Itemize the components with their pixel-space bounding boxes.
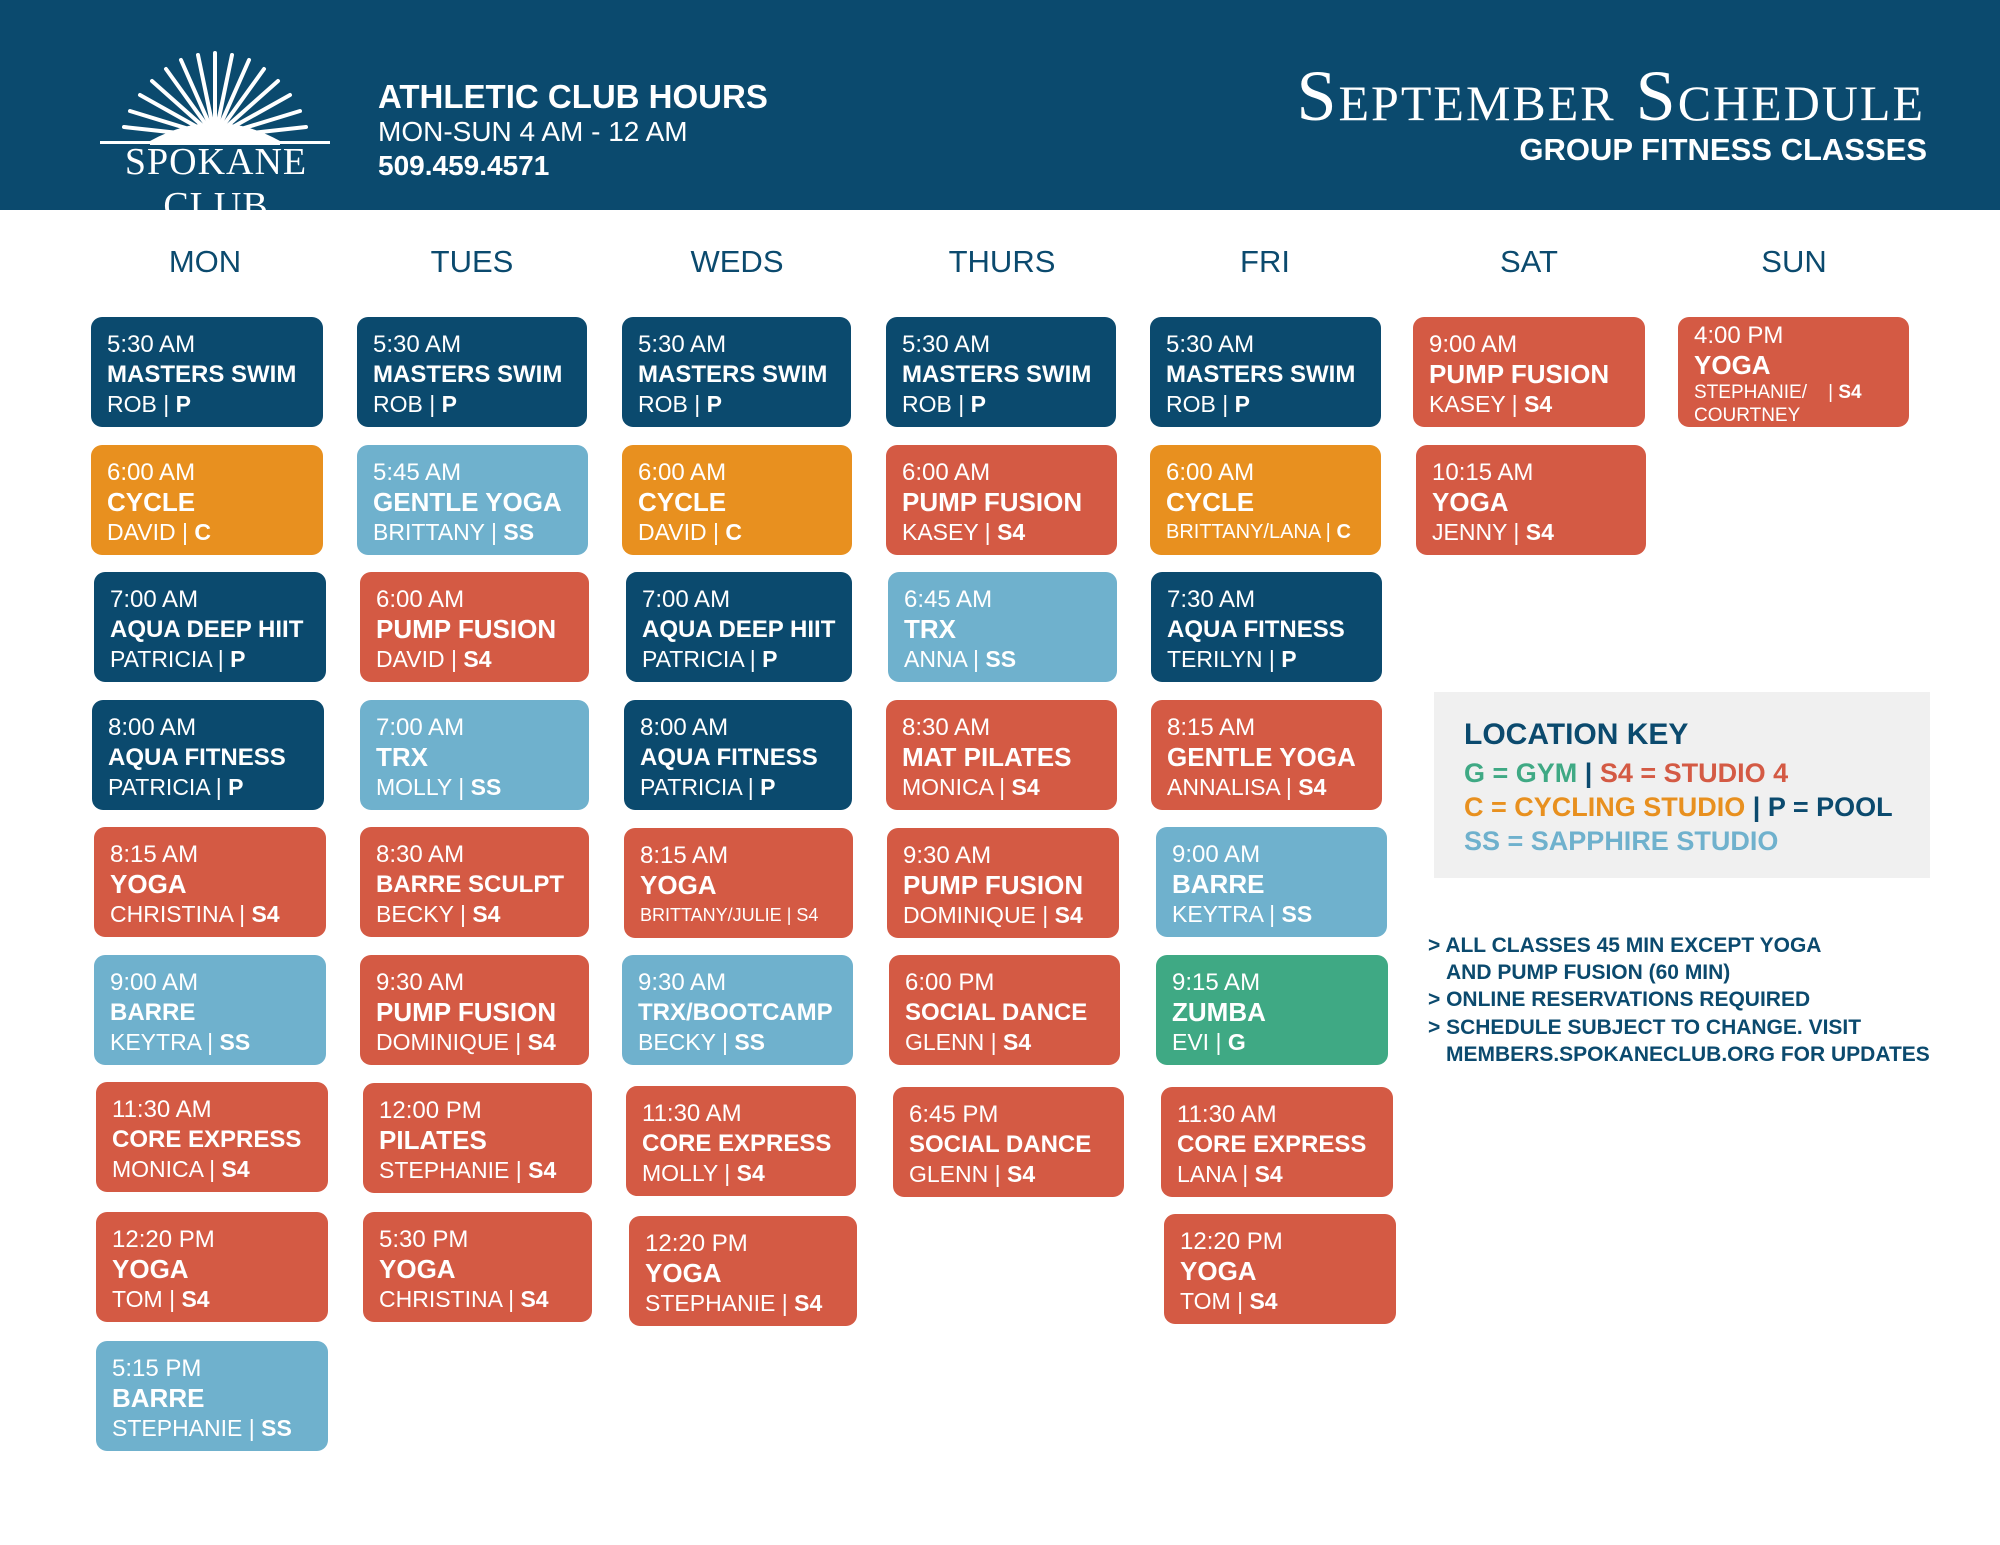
class-info: ROB | P bbox=[638, 391, 722, 417]
class-name: MASTERS SWIM bbox=[107, 361, 297, 388]
class-time: 7:00 AM bbox=[642, 586, 731, 613]
phone-number[interactable]: 509.459.4571 bbox=[378, 150, 550, 181]
class-time: 8:30 AM bbox=[376, 841, 465, 868]
class-name: MASTERS SWIM bbox=[373, 361, 563, 388]
location-code: SS bbox=[503, 519, 535, 545]
class-info: ANNA | SS bbox=[904, 646, 1017, 672]
class-info: DAVID | S4 bbox=[376, 646, 492, 672]
class-info: PATRICIA | P bbox=[640, 774, 776, 800]
class-card[interactable] bbox=[96, 1082, 328, 1192]
class-name: MAT PILATES bbox=[902, 742, 1072, 772]
class-info: KASEY | S4 bbox=[1429, 391, 1553, 417]
class-time: 10:15 AM bbox=[1432, 459, 1534, 486]
class-name: PUMP FUSION bbox=[376, 614, 557, 644]
instructor: DAVID bbox=[638, 519, 707, 545]
day-header-weds: WEDS bbox=[690, 244, 784, 279]
instructor: CHRISTINA bbox=[110, 901, 233, 927]
location-code: G bbox=[1227, 1029, 1246, 1055]
class-name: PUMP FUSION bbox=[376, 997, 557, 1027]
logo-text: SPOKANE CLUB bbox=[124, 141, 308, 227]
class-card[interactable] bbox=[624, 828, 853, 938]
class-name: YOGA bbox=[1694, 350, 1771, 380]
instructor: MOLLY bbox=[642, 1160, 718, 1186]
class-card[interactable] bbox=[1150, 445, 1381, 555]
instructor: KASEY bbox=[1429, 391, 1506, 417]
instructor: ROB bbox=[1166, 391, 1216, 417]
class-info: LANA | S4 bbox=[1177, 1161, 1283, 1187]
location-code: S4 bbox=[463, 646, 492, 672]
class-time: 12:20 PM bbox=[112, 1226, 215, 1253]
class-time: 9:15 AM bbox=[1172, 969, 1261, 996]
instructor: KEYTRA bbox=[1172, 901, 1263, 927]
class-name: YOGA bbox=[112, 1254, 189, 1284]
instructor: BRITTANY/LANA bbox=[1166, 521, 1321, 543]
location-code: S4 bbox=[794, 1290, 823, 1316]
class-time: 6:00 PM bbox=[905, 969, 995, 996]
class-info: GLENN | S4 bbox=[905, 1029, 1032, 1055]
class-time: 9:30 AM bbox=[903, 842, 992, 869]
instructor: GLENN bbox=[905, 1029, 985, 1055]
class-card[interactable] bbox=[1151, 700, 1382, 810]
instructor: MOLLY bbox=[376, 774, 452, 800]
class-card[interactable] bbox=[1156, 827, 1387, 937]
instructor: DAVID bbox=[107, 519, 176, 545]
class-card[interactable] bbox=[91, 317, 323, 427]
class-time: 12:00 PM bbox=[379, 1097, 482, 1124]
class-card[interactable] bbox=[1164, 1214, 1396, 1324]
class-name: TRX/BOOTCAMP bbox=[638, 999, 833, 1026]
day-header-sun: SUN bbox=[1761, 244, 1827, 279]
class-name: PILATES bbox=[379, 1125, 487, 1155]
class-time: 6:45 PM bbox=[909, 1101, 999, 1128]
instructor: KEYTRA bbox=[110, 1029, 201, 1055]
class-info: JENNY | S4 bbox=[1432, 519, 1554, 545]
class-card[interactable] bbox=[622, 955, 853, 1065]
class-info: DAVID | C bbox=[107, 519, 211, 545]
class-info: BRITTANY/LANA | C bbox=[1166, 521, 1351, 543]
class-info: MONICA | S4 bbox=[112, 1156, 250, 1182]
location-code: P bbox=[762, 646, 778, 672]
instructor: DAVID bbox=[376, 646, 445, 672]
class-info: ROB | P bbox=[902, 391, 986, 417]
instructor: ROB bbox=[373, 391, 423, 417]
class-card[interactable] bbox=[363, 1083, 592, 1193]
class-card[interactable] bbox=[624, 700, 852, 810]
class-time: 9:00 AM bbox=[110, 969, 199, 996]
instructor: BECKY bbox=[638, 1029, 716, 1055]
class-card[interactable] bbox=[629, 1216, 857, 1326]
location-code: P bbox=[1281, 646, 1297, 672]
location-code: SS bbox=[1281, 901, 1313, 927]
class-card[interactable] bbox=[893, 1087, 1124, 1197]
location-code: S4 bbox=[736, 1160, 765, 1186]
instructor: ROB bbox=[638, 391, 688, 417]
instructor: STEPHANIE bbox=[112, 1415, 243, 1441]
class-time: 7:00 AM bbox=[110, 586, 199, 613]
class-card[interactable] bbox=[626, 1086, 856, 1196]
class-time: 6:00 AM bbox=[902, 459, 991, 486]
class-card[interactable] bbox=[1156, 955, 1388, 1065]
class-name: CORE EXPRESS bbox=[112, 1126, 302, 1153]
instructor: ANNALISA bbox=[1167, 774, 1280, 800]
instructor: KASEY bbox=[902, 519, 979, 545]
class-name: BARRE bbox=[112, 1383, 205, 1413]
location-code: S4 bbox=[1249, 1288, 1278, 1314]
class-card[interactable] bbox=[1416, 445, 1646, 555]
class-info: TOM | S4 bbox=[112, 1286, 210, 1312]
location-code: P bbox=[706, 391, 722, 417]
class-name: PUMP FUSION bbox=[903, 870, 1084, 900]
class-time: 6:00 AM bbox=[1166, 459, 1255, 486]
class-info: EVI | G bbox=[1172, 1029, 1246, 1055]
class-info: ANNALISA | S4 bbox=[1167, 774, 1327, 800]
class-time: 6:45 AM bbox=[904, 586, 993, 613]
class-info: BRITTANY/JULIE | S4 bbox=[640, 905, 819, 925]
class-time: 7:00 AM bbox=[376, 714, 465, 741]
note-line: > ONLINE RESERVATIONS REQUIRED bbox=[1428, 988, 1811, 1011]
class-card[interactable] bbox=[357, 317, 587, 427]
class-info: GLENN | S4 bbox=[909, 1161, 1036, 1187]
class-name: CYCLE bbox=[107, 487, 196, 517]
class-card[interactable] bbox=[94, 572, 326, 682]
instructor: MONICA bbox=[112, 1156, 203, 1182]
class-info: CHRISTINA | S4 bbox=[110, 901, 280, 927]
class-time: 6:00 AM bbox=[376, 586, 465, 613]
instructor: STEPHANIE bbox=[645, 1290, 776, 1316]
class-card[interactable] bbox=[886, 445, 1117, 555]
class-time: 5:30 AM bbox=[902, 331, 991, 358]
class-time: 8:15 AM bbox=[1167, 714, 1256, 741]
note-line: AND PUMP FUSION (60 MIN) bbox=[1446, 961, 1731, 984]
class-card[interactable] bbox=[360, 827, 589, 937]
class-time: 9:30 AM bbox=[638, 969, 727, 996]
class-name: AQUA DEEP HIIT bbox=[642, 616, 836, 643]
class-time: 6:00 AM bbox=[107, 459, 196, 486]
class-time: 7:30 AM bbox=[1167, 586, 1256, 613]
location-code: SS bbox=[261, 1415, 292, 1441]
day-header-sat: SAT bbox=[1500, 244, 1558, 279]
key-separator: | bbox=[1745, 792, 1768, 822]
key-line-1 bbox=[1464, 758, 1788, 789]
class-name: MASTERS SWIM bbox=[902, 361, 1092, 388]
class-card[interactable] bbox=[1413, 317, 1645, 427]
page-subtitle: GROUP FITNESS CLASSES bbox=[1519, 132, 1927, 167]
class-info: BECKY | SS bbox=[638, 1029, 766, 1055]
class-name: YOGA bbox=[379, 1254, 456, 1284]
class-info: STEPHANIE | S4 bbox=[645, 1290, 823, 1316]
class-name: GENTLE YOGA bbox=[1167, 742, 1356, 772]
location-code: S4 bbox=[796, 905, 819, 925]
instructor: BRITTANY/JULIE bbox=[640, 905, 782, 925]
class-name: SOCIAL DANCE bbox=[909, 1131, 1092, 1158]
location-code: P bbox=[441, 391, 457, 417]
class-info: PATRICIA | P bbox=[108, 774, 244, 800]
class-name: AQUA FITNESS bbox=[1167, 616, 1345, 643]
location-code: S4 bbox=[1003, 1029, 1032, 1055]
class-card[interactable] bbox=[96, 1341, 328, 1451]
class-name: PUMP FUSION bbox=[1429, 359, 1610, 389]
class-info: TOM | S4 bbox=[1180, 1288, 1278, 1314]
day-header-mon: MON bbox=[168, 244, 242, 279]
class-info: BRITTANY | SS bbox=[373, 519, 535, 545]
class-info: DOMINIQUE | S4 bbox=[376, 1029, 556, 1055]
class-name: YOGA bbox=[645, 1258, 722, 1288]
class-card[interactable] bbox=[94, 827, 326, 937]
instructor: BRITTANY bbox=[373, 519, 485, 545]
class-card[interactable] bbox=[92, 700, 324, 810]
instructor: LANA bbox=[1177, 1161, 1236, 1187]
location-code: S4 bbox=[1838, 382, 1862, 403]
instructor: DOMINIQUE bbox=[903, 902, 1036, 928]
instructor: TOM bbox=[1180, 1288, 1231, 1314]
class-card[interactable] bbox=[1151, 572, 1382, 682]
key-studio4: S4 = STUDIO 4 bbox=[1599, 758, 1789, 788]
key-cycling: C = CYCLING STUDIO bbox=[1464, 792, 1746, 822]
key-pool: P = POOL bbox=[1767, 792, 1893, 822]
class-time: 5:30 AM bbox=[1166, 331, 1255, 358]
class-card[interactable] bbox=[622, 317, 851, 427]
class-card[interactable] bbox=[360, 572, 589, 682]
location-code: S4 bbox=[527, 1029, 556, 1055]
header-banner bbox=[0, 0, 2000, 227]
class-time: 8:00 AM bbox=[108, 714, 197, 741]
class-card[interactable] bbox=[626, 572, 852, 682]
key-separator: | bbox=[1577, 758, 1600, 788]
class-name: ZUMBA bbox=[1172, 997, 1266, 1027]
class-name: BARRE bbox=[1172, 869, 1265, 899]
class-info: DOMINIQUE | S4 bbox=[903, 902, 1083, 928]
class-card[interactable] bbox=[360, 700, 589, 810]
location-code: P bbox=[175, 391, 191, 417]
location-code: S4 bbox=[1011, 774, 1040, 800]
instructor: BECKY bbox=[376, 901, 454, 927]
location-code: S4 bbox=[1298, 774, 1327, 800]
location-code: SS bbox=[734, 1029, 766, 1055]
class-name: CYCLE bbox=[1166, 487, 1255, 517]
class-info: TERILYN | P bbox=[1167, 646, 1297, 672]
class-card[interactable] bbox=[1150, 317, 1381, 427]
class-card[interactable] bbox=[363, 1212, 592, 1322]
location-code: S4 bbox=[520, 1286, 549, 1312]
location-code: SS bbox=[985, 646, 1017, 672]
location-code: S4 bbox=[1007, 1161, 1036, 1187]
instructor: STEPHANIE bbox=[379, 1157, 510, 1183]
class-time: 11:30 AM bbox=[642, 1100, 742, 1127]
class-info: STEPHANIE | S4 bbox=[379, 1157, 557, 1183]
location-key-title: LOCATION KEY bbox=[1464, 718, 1689, 751]
location-code: C bbox=[194, 519, 211, 545]
class-time: 5:30 AM bbox=[107, 331, 196, 358]
location-code: S4 bbox=[221, 1156, 250, 1182]
class-time: 11:30 AM bbox=[112, 1096, 212, 1123]
location-code: S4 bbox=[181, 1286, 210, 1312]
location-code: P bbox=[760, 774, 776, 800]
location-code: S4 bbox=[472, 901, 501, 927]
class-name: GENTLE YOGA bbox=[373, 487, 562, 517]
class-time: 12:20 PM bbox=[1180, 1228, 1283, 1255]
class-name: CORE EXPRESS bbox=[1177, 1131, 1367, 1158]
class-card[interactable] bbox=[889, 955, 1120, 1065]
day-header-tues: TUES bbox=[430, 244, 514, 279]
key-sapphire: SS = SAPPHIRE STUDIO bbox=[1464, 826, 1779, 856]
class-info: PATRICIA | P bbox=[110, 646, 246, 672]
class-name: AQUA FITNESS bbox=[640, 744, 818, 771]
class-name: YOGA bbox=[1432, 487, 1509, 517]
class-card[interactable] bbox=[91, 445, 323, 555]
class-name: PUMP FUSION bbox=[902, 487, 1083, 517]
location-code: S4 bbox=[528, 1157, 557, 1183]
note-line: > ALL CLASSES 45 MIN EXCEPT YOGA bbox=[1428, 934, 1822, 957]
instructor: ROB bbox=[107, 391, 157, 417]
class-info: PATRICIA | P bbox=[642, 646, 778, 672]
location-code: S4 bbox=[1254, 1161, 1283, 1187]
class-card[interactable] bbox=[1161, 1087, 1393, 1197]
instructor: TERILYN bbox=[1167, 646, 1263, 672]
class-name: TRX bbox=[904, 614, 956, 644]
hours-line: MON-SUN 4 AM - 12 AM bbox=[378, 116, 688, 147]
class-time: 4:00 PM bbox=[1694, 322, 1784, 349]
class-name: AQUA DEEP HIIT bbox=[110, 616, 304, 643]
class-info: DAVID | C bbox=[638, 519, 742, 545]
location-code: S4 bbox=[1524, 391, 1553, 417]
class-time: 8:15 AM bbox=[110, 841, 199, 868]
class-info: MONICA | S4 bbox=[902, 774, 1040, 800]
class-time: 9:00 AM bbox=[1172, 841, 1261, 868]
class-card[interactable] bbox=[94, 955, 326, 1065]
class-time: 5:30 PM bbox=[379, 1226, 469, 1253]
location-code: S4 bbox=[1054, 902, 1083, 928]
instructor: EVI bbox=[1172, 1029, 1210, 1055]
class-name: MASTERS SWIM bbox=[638, 361, 828, 388]
location-key bbox=[1434, 692, 1930, 878]
class-name: BARRE bbox=[110, 999, 196, 1026]
class-card[interactable] bbox=[886, 317, 1116, 427]
class-info: KASEY | S4 bbox=[902, 519, 1026, 545]
class-info: CHRISTINA | S4 bbox=[379, 1286, 549, 1312]
hours-title: ATHLETIC CLUB HOURS bbox=[378, 78, 768, 115]
class-card[interactable] bbox=[622, 445, 852, 555]
class-info: ROB | P bbox=[373, 391, 457, 417]
instructor: MONICA bbox=[902, 774, 993, 800]
class-name: TRX bbox=[376, 742, 428, 772]
key-line-2 bbox=[1464, 792, 1893, 823]
class-name: YOGA bbox=[1180, 1256, 1257, 1286]
class-info: KEYTRA | SS bbox=[110, 1029, 251, 1055]
location-code: S4 bbox=[251, 901, 280, 927]
instructor: STEPHANIE/ bbox=[1694, 382, 1807, 403]
class-card[interactable] bbox=[887, 828, 1119, 938]
day-header-fri: FRI bbox=[1240, 244, 1290, 279]
location-code: P bbox=[228, 774, 244, 800]
class-time: 11:30 AM bbox=[1177, 1101, 1277, 1128]
instructor: PATRICIA bbox=[110, 646, 212, 672]
instructor-second-line: COURTNEY bbox=[1694, 405, 1801, 426]
instructor: PATRICIA bbox=[640, 774, 742, 800]
location-code: SS bbox=[470, 774, 502, 800]
location-code: S4 bbox=[997, 519, 1026, 545]
location-code: C bbox=[1336, 521, 1351, 543]
class-time: 5:30 AM bbox=[373, 331, 462, 358]
class-card[interactable] bbox=[360, 955, 589, 1065]
class-info: STEPHANIE | SS bbox=[112, 1415, 292, 1441]
class-info: KEYTRA | SS bbox=[1172, 901, 1313, 927]
class-info: BECKY | S4 bbox=[376, 901, 501, 927]
instructor: GLENN bbox=[909, 1161, 989, 1187]
location-code: P bbox=[1234, 391, 1250, 417]
note-line: > SCHEDULE SUBJECT TO CHANGE. VISIT bbox=[1428, 1016, 1862, 1039]
class-name: SOCIAL DANCE bbox=[905, 999, 1088, 1026]
class-name: CYCLE bbox=[638, 487, 727, 517]
class-time: 8:30 AM bbox=[902, 714, 991, 741]
class-card[interactable] bbox=[888, 572, 1117, 682]
instructor: DOMINIQUE bbox=[376, 1029, 509, 1055]
class-time: 12:20 PM bbox=[645, 1230, 748, 1257]
location-code: P bbox=[230, 646, 246, 672]
class-time: 8:15 AM bbox=[640, 842, 729, 869]
note-line: MEMBERS.SPOKANECLUB.ORG FOR UPDATES bbox=[1446, 1043, 1930, 1066]
instructor: ROB bbox=[902, 391, 952, 417]
class-info: ROB | P bbox=[1166, 391, 1250, 417]
class-time: 9:30 AM bbox=[376, 969, 465, 996]
class-card[interactable] bbox=[1678, 317, 1909, 427]
instructor: JENNY bbox=[1432, 519, 1507, 545]
class-card[interactable] bbox=[886, 700, 1117, 810]
page-title: September Schedule bbox=[1296, 56, 1925, 136]
class-card[interactable] bbox=[96, 1212, 328, 1322]
instructor: PATRICIA bbox=[108, 774, 210, 800]
instructor: ANNA bbox=[904, 646, 967, 672]
class-name: CORE EXPRESS bbox=[642, 1130, 832, 1157]
class-name: MASTERS SWIM bbox=[1166, 361, 1356, 388]
class-name: BARRE SCULPT bbox=[376, 871, 565, 898]
class-time: 9:00 AM bbox=[1429, 331, 1518, 358]
class-time: 5:45 AM bbox=[373, 459, 462, 486]
location-code: C bbox=[725, 519, 742, 545]
instructor: TOM bbox=[112, 1286, 163, 1312]
location-code: S4 bbox=[1525, 519, 1554, 545]
class-time: 6:00 AM bbox=[638, 459, 727, 486]
class-card[interactable] bbox=[357, 445, 588, 555]
class-time: 8:00 AM bbox=[640, 714, 729, 741]
instructor: PATRICIA bbox=[642, 646, 744, 672]
class-info: ROB | P bbox=[107, 391, 191, 417]
class-time: 5:15 PM bbox=[112, 1355, 202, 1382]
class-info: STEPHANIE/ | S4 bbox=[1694, 382, 1862, 403]
location-code: P bbox=[970, 391, 986, 417]
location-code: SS bbox=[219, 1029, 251, 1055]
class-info: MOLLY | SS bbox=[376, 774, 502, 800]
key-line-3 bbox=[1464, 826, 1778, 857]
class-info: MOLLY | S4 bbox=[642, 1160, 765, 1186]
instructor: CHRISTINA bbox=[379, 1286, 502, 1312]
class-name: AQUA FITNESS bbox=[108, 744, 286, 771]
class-time: 5:30 AM bbox=[638, 331, 727, 358]
class-name: YOGA bbox=[640, 870, 717, 900]
key-gym: G = GYM bbox=[1464, 758, 1578, 788]
class-name: YOGA bbox=[110, 869, 187, 899]
day-header-thurs: THURS bbox=[948, 244, 1056, 279]
